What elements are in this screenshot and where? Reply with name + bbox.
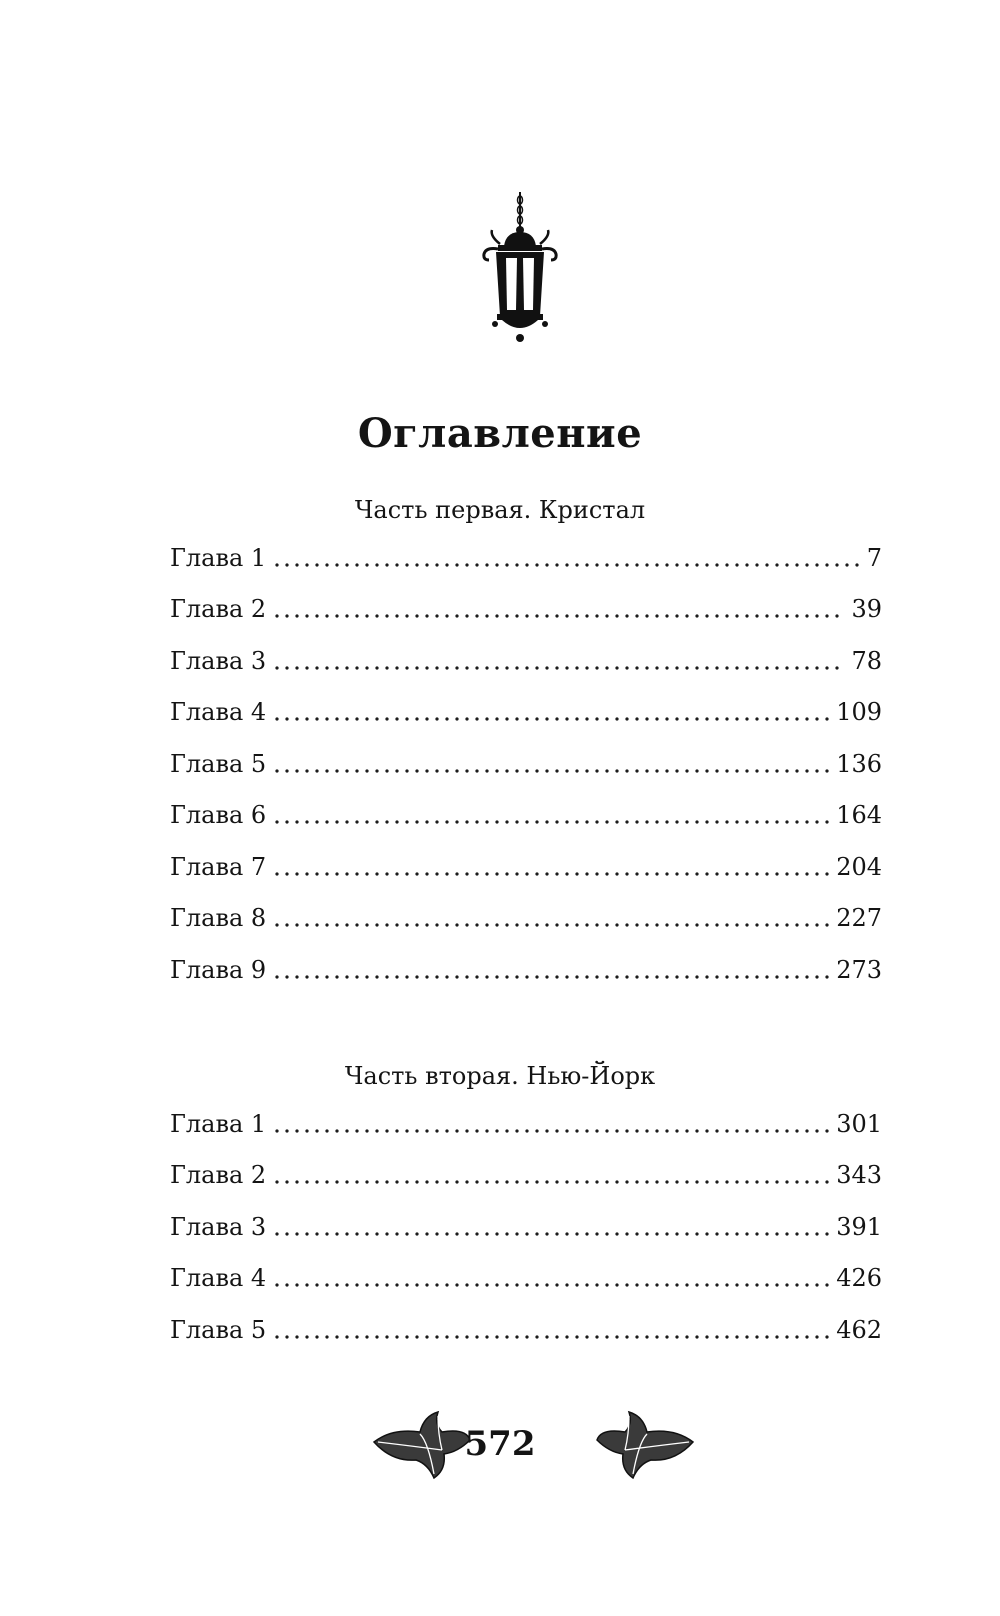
chapter-page-number: 343 bbox=[836, 1161, 882, 1190]
toc-entry[interactable] bbox=[170, 893, 882, 945]
dot-leader bbox=[272, 750, 830, 774]
toc-entry[interactable] bbox=[170, 532, 882, 584]
chapter-label: Глава 4 bbox=[170, 1264, 267, 1293]
toc-entry[interactable] bbox=[170, 841, 882, 893]
chapter-page-number: 227 bbox=[836, 904, 882, 933]
page-number: 572 bbox=[464, 1424, 536, 1464]
toc-entry[interactable] bbox=[170, 790, 882, 842]
chapter-label: Глава 5 bbox=[170, 749, 267, 778]
chapter-label: Глава 3 bbox=[170, 646, 267, 675]
chapter-page-number: 273 bbox=[836, 955, 882, 984]
dot-leader bbox=[272, 544, 861, 568]
toc-entry[interactable] bbox=[170, 1201, 882, 1253]
chapter-page-number: 391 bbox=[836, 1212, 882, 1241]
chapter-label: Глава 3 bbox=[170, 1212, 267, 1241]
toc-entry[interactable] bbox=[170, 944, 882, 996]
chapter-page-number: 204 bbox=[836, 852, 882, 881]
ivy-leaf-icon bbox=[595, 1410, 695, 1480]
chapter-label: Глава 2 bbox=[170, 1161, 267, 1190]
dot-leader bbox=[272, 1213, 830, 1237]
toc-entry[interactable] bbox=[170, 1253, 882, 1305]
chapter-label: Глава 7 bbox=[170, 852, 267, 881]
page-footer bbox=[0, 1410, 1000, 1480]
part-title-first: Часть первая. Кристал bbox=[354, 496, 646, 524]
lantern-icon bbox=[480, 192, 560, 347]
toc-entry[interactable] bbox=[170, 635, 882, 687]
dot-leader bbox=[272, 698, 830, 722]
chapter-label: Глава 1 bbox=[170, 1109, 267, 1138]
toc-entry[interactable] bbox=[170, 738, 882, 790]
toc-entry[interactable] bbox=[170, 1304, 882, 1356]
chapter-label: Глава 9 bbox=[170, 955, 267, 984]
dot-leader bbox=[272, 1316, 830, 1340]
dot-leader bbox=[272, 595, 845, 619]
dot-leader bbox=[272, 801, 830, 825]
chapter-label: Глава 6 bbox=[170, 801, 267, 830]
toc-entry[interactable] bbox=[170, 687, 882, 739]
dot-leader bbox=[272, 956, 830, 980]
chapter-page-number: 164 bbox=[836, 801, 882, 830]
chapter-page-number: 78 bbox=[851, 646, 882, 675]
chapter-label: Глава 8 bbox=[170, 904, 267, 933]
chapter-page-number: 462 bbox=[836, 1315, 882, 1344]
chapter-page-number: 109 bbox=[836, 698, 882, 727]
toc-entry[interactable] bbox=[170, 1150, 882, 1202]
chapter-page-number: 301 bbox=[836, 1109, 882, 1138]
chapter-page-number: 426 bbox=[836, 1264, 882, 1293]
dot-leader bbox=[272, 1110, 830, 1134]
chapter-label: Глава 2 bbox=[170, 595, 267, 624]
toc-entry[interactable] bbox=[170, 1098, 882, 1150]
chapter-page-number: 136 bbox=[836, 749, 882, 778]
dot-leader bbox=[272, 1264, 830, 1288]
toc-list-part-one bbox=[170, 532, 882, 996]
chapter-page-number: 39 bbox=[851, 595, 882, 624]
dot-leader bbox=[272, 904, 830, 928]
chapter-page-number: 7 bbox=[866, 543, 882, 572]
toc-list-part-two bbox=[170, 1098, 882, 1356]
dot-leader bbox=[272, 1161, 830, 1185]
part-title-second: Часть вторая. Нью-Йорк bbox=[344, 1062, 656, 1090]
dot-leader bbox=[272, 853, 830, 877]
dot-leader bbox=[272, 647, 845, 671]
chapter-label: Глава 5 bbox=[170, 1315, 267, 1344]
toc-entry[interactable] bbox=[170, 584, 882, 636]
chapter-label: Глава 4 bbox=[170, 698, 267, 727]
chapter-label: Глава 1 bbox=[170, 543, 267, 572]
page-title: Оглавление bbox=[357, 410, 643, 457]
